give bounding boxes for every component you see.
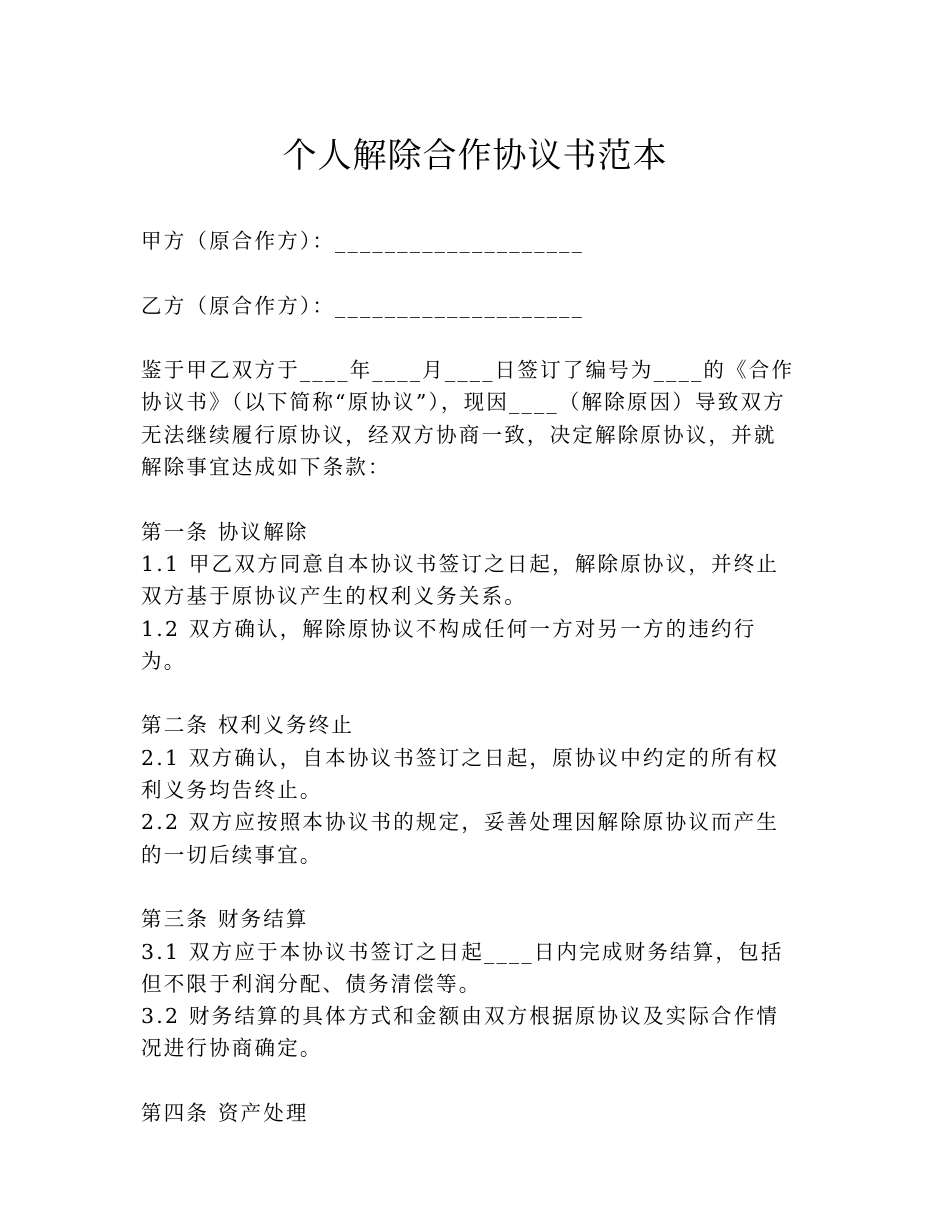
article-heading: 第一条 协议解除 bbox=[141, 519, 309, 544]
clause-paragraph: 3.1 双方应于本协议书签订之日起____日内完成财务结算，包括但不限于利润分配、债务清偿等。 bbox=[141, 939, 784, 996]
article-3 bbox=[141, 903, 796, 1064]
clause-paragraph: 2.1 双方确认，自本协议书签订之日起，原协议中约定的所有权利义务均告终止。 bbox=[141, 745, 780, 803]
article-4 bbox=[141, 1097, 796, 1129]
clause-paragraph: 1.2 双方确认，解除原协议不构成任何一方对另一方的违约行为。 bbox=[141, 616, 757, 673]
spacer bbox=[141, 322, 796, 354]
article-heading: 第三条 财务结算 bbox=[141, 907, 309, 932]
preamble-paragraph: 鉴于甲乙双方于____年____月____日签订了编号为____的《合作协议书》（以下简称“原协议”），现因____（解除原因）导致双方无法继续履行原协议，经双方协商一致，决定解除原协议，并就解除事宜达成如下条款： bbox=[141, 358, 795, 480]
article-1 bbox=[141, 516, 796, 677]
document-body bbox=[141, 225, 796, 1129]
spacer bbox=[141, 483, 796, 515]
clause-paragraph: 2.2 双方应按照本协议书的规定，妥善处理因解除原协议而产生的一切后续事宜。 bbox=[141, 810, 780, 867]
article-heading: 第二条 权利义务终止 bbox=[141, 713, 355, 738]
article-heading: 第四条 资产处理 bbox=[141, 1101, 309, 1126]
spacer bbox=[141, 1065, 796, 1097]
party-a-line: 甲方（原合作方）：____________________ bbox=[141, 229, 585, 253]
spacer bbox=[141, 871, 796, 903]
document-title: 个人解除合作协议书范本 bbox=[282, 136, 668, 176]
spacer bbox=[141, 677, 796, 709]
party-b-line: 乙方（原合作方）：____________________ bbox=[141, 293, 585, 318]
clause-paragraph: 1.1 甲乙双方同意自本协议书签订之日起，解除原协议，并终止双方基于原协议产生的权利义务关系。 bbox=[141, 551, 780, 609]
spacer bbox=[141, 257, 796, 289]
article-2 bbox=[141, 709, 796, 870]
clause-paragraph: 3.2 财务结算的具体方式和金额由双方根据原协议及实际合作情况进行协商确定。 bbox=[141, 1004, 780, 1061]
